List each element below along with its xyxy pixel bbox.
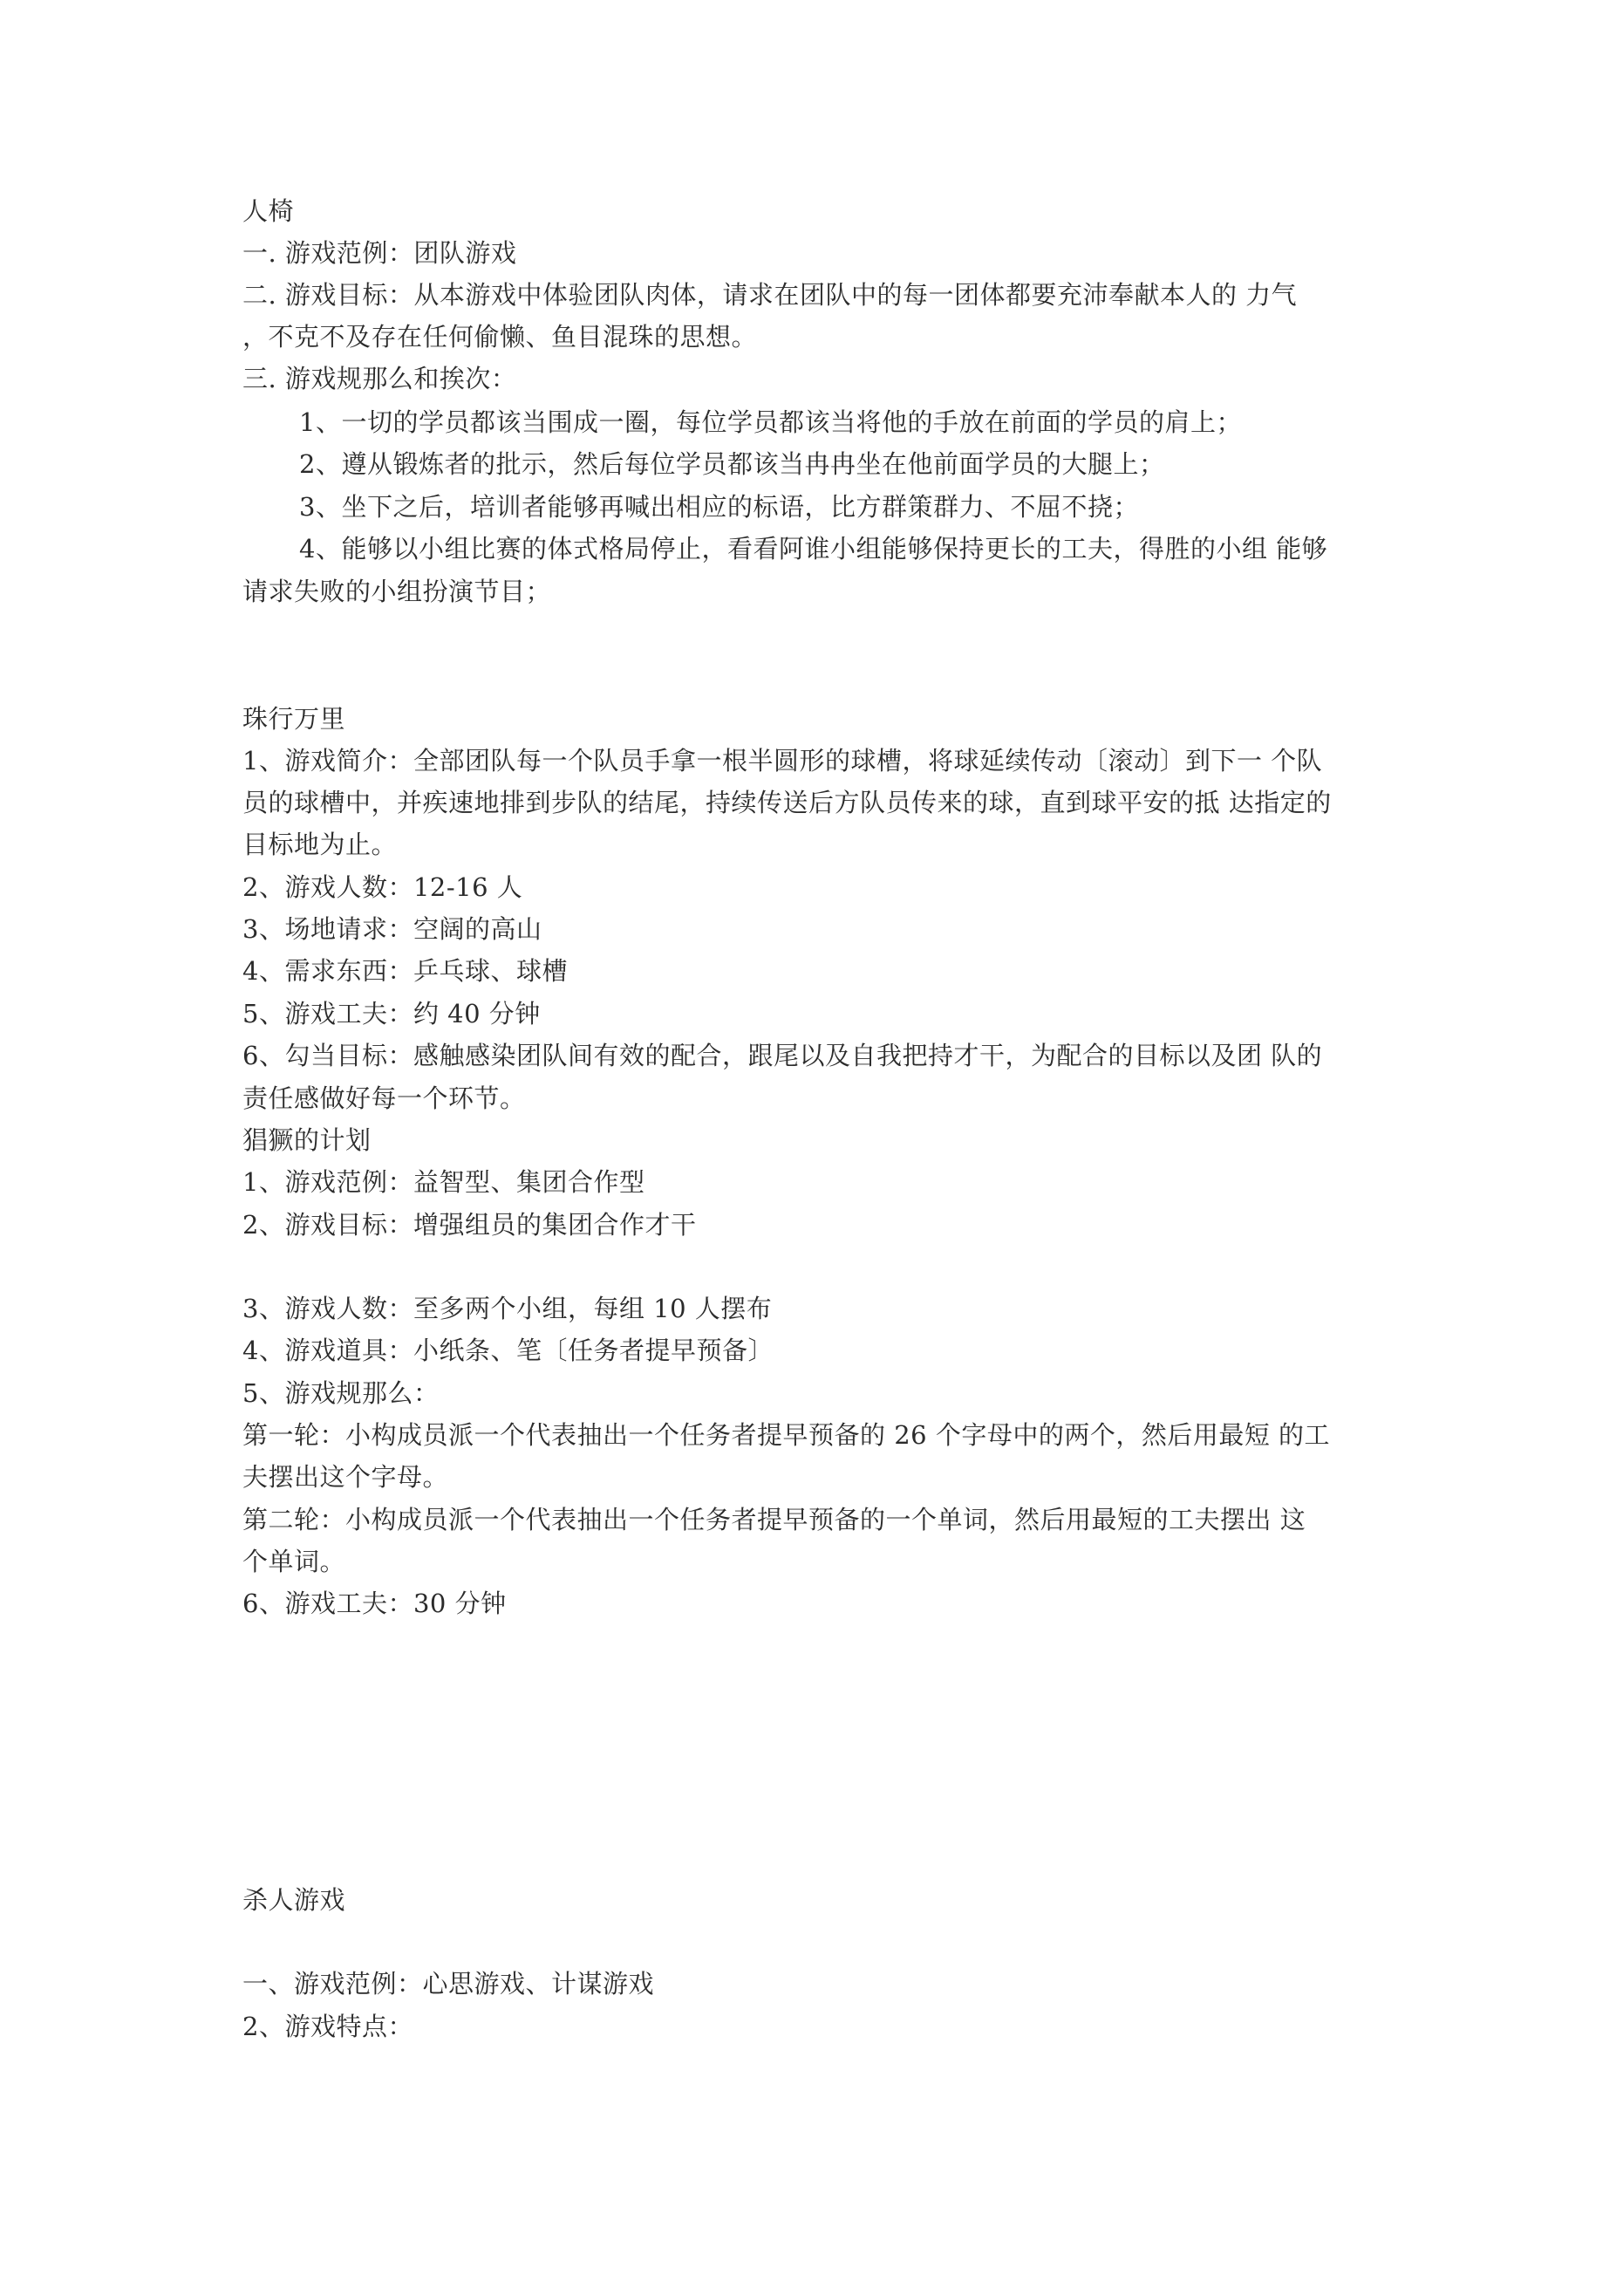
text-line: 个单词。: [242, 1547, 346, 1576]
text-line: 4、游戏道具：小纸条、笔〔任务者提早预备〕: [242, 1336, 774, 1365]
text-line: 2、游戏人数：12-16 人: [242, 872, 523, 902]
text-line: 二. 游戏目标：从本游戏中体验团队肉体，请求在团队中的每一团体都要充沛奉献本人的 力气: [242, 280, 1298, 310]
text-line: 5、游戏工夫：约 40 分钟: [242, 999, 541, 1028]
text-line: 3、游戏人数：至多两个小组，每组 10 人摆布: [242, 1294, 773, 1323]
text-line: 5、游戏规那么：: [242, 1378, 440, 1408]
rule-item: 4、能够以小组比赛的体式格局停止，看看阿谁小组能够保持更长的工夫，得胜的小组 能够: [299, 534, 1328, 564]
section-title-human-chair: 人椅: [242, 196, 295, 226]
rule-item: 2、遵从锻炼者的批示，然后每位学员都该当冉冉坐在他前面学员的大腿上；: [299, 449, 1165, 479]
text-line: 1、游戏简介：全部团队每一个队员手拿一根半圆形的球槽，将球延续传动〔滚动〕到下一 个队: [242, 746, 1323, 776]
text-line: 请求失败的小组扮演节目；: [242, 577, 552, 606]
text-line: 2、游戏特点：: [242, 2012, 413, 2041]
text-line: 3、场地请求：空阔的高山: [242, 914, 542, 944]
text-line: 员的球槽中，并疾速地排到步队的结尾，持续传送后方队员传来的球，直到球平安的抵 达指定的: [242, 788, 1332, 817]
section-title-crazy-plan: 猖獗的计划: [242, 1125, 372, 1155]
text-line: 第二轮：小构成员派一个代表抽出一个任务者提早预备的一个单词，然后用最短的工夫摆出 这: [242, 1505, 1306, 1534]
text-line: 一. 游戏范例：团队游戏: [242, 238, 517, 268]
text-line: 2、游戏目标：增强组员的集团合作才干: [242, 1210, 697, 1240]
text-line: 三. 游戏规那么和挨次：: [242, 364, 517, 393]
text-line: 目标地为止。: [242, 830, 398, 859]
text-line: 第一轮：小构成员派一个代表抽出一个任务者提早预备的 26 个字母中的两个，然后用最短 的工: [242, 1420, 1331, 1450]
text-line: 6、勾当目标：感触感染团队间有效的配合，跟尾以及自我把持才干，为配合的目标以及团 队的: [242, 1041, 1323, 1070]
text-line: 责任感做好每一个环节。: [242, 1083, 526, 1113]
text-line: ，不克不及存在任何偷懒、鱼目混珠的思想。: [242, 322, 758, 352]
rule-item: 1、一切的学员都该当围成一圈，每位学员都该当将他的手放在前面的学员的肩上；: [299, 407, 1242, 437]
text-line: 6、游戏工夫：30 分钟: [242, 1589, 507, 1618]
text-line: 夫摆出这个字母。: [242, 1462, 449, 1492]
section-title-ball-relay: 珠行万里: [242, 704, 346, 734]
text-line: 1、游戏范例：益智型、集团合作型: [242, 1167, 645, 1197]
section-title-killer-game: 杀人游戏: [242, 1885, 346, 1915]
text-line: 一、游戏范例：心思游戏、计谋游戏: [242, 1969, 655, 1999]
rule-item: 3、坐下之后，培训者能够再喊出相应的标语，比方群策群力、不屈不挠；: [299, 492, 1139, 522]
text-line: 4、需求东西：乒乓球、球槽: [242, 956, 568, 986]
